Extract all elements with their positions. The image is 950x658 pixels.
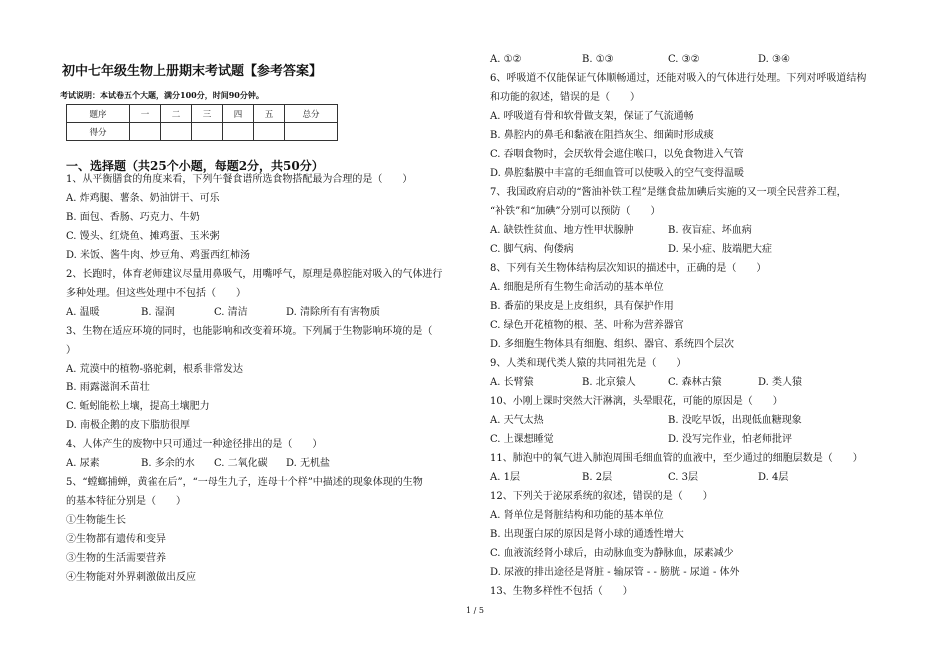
option-item[interactable]: A. 尿素 [66,458,100,470]
option-item[interactable]: C. 森林古猿 [668,377,722,388]
option-item[interactable]: C. 脚气病、佝偻病 [490,244,574,255]
option-item[interactable]: B. 北京猿人 [582,377,636,388]
text-line: 10、小刚上课时突然大汗淋漓，头晕眼花，可能的原因是（ ） [490,396,783,407]
table-cell[interactable] [192,123,223,141]
option-row [490,472,890,484]
option-item[interactable]: D. 4层 [758,472,789,483]
section-heading: 一、选择题（共25个小题，每题2分，共50分） [66,159,324,173]
option-item[interactable]: D. 类人猿 [758,377,803,388]
text-line: C. 血液流经肾小球后，由动脉血变为静脉血，尿素减少 [490,548,734,559]
text-line: “补铁”和“加碘”分别可以预防（ ） [490,206,661,217]
option-item[interactable]: B. ①③ [582,54,614,65]
table-cell: 总分 [285,105,338,123]
text-line: C. 馒头、红烧鱼、摊鸡蛋、玉米粥 [66,230,220,242]
text-line: D. 多细胞生物体具有细胞、组织、器官、系统四个层次 [490,339,735,350]
option-row [490,54,890,66]
option-item[interactable]: B. 夜盲症、坏血病 [668,225,752,236]
text-line: 8、下列有关生物体结构层次知识的描述中，正确的是（ ） [490,263,767,274]
option-row [490,225,890,237]
text-line: D. 尿液的排出途径是肾脏 - 输尿管 - - 膀胱 - 尿道 - 体外 [490,567,740,578]
option-row [490,244,890,256]
text-line: 和功能的叙述，错误的是（ ） [490,92,640,103]
option-item[interactable]: D. ③④ [758,54,790,65]
option-item[interactable]: C. 3层 [668,472,699,483]
table-cell: 五 [254,105,285,123]
text-line: 6、呼吸道不仅能保证气体顺畅通过，还能对吸入的气体进行处理。下列对呼吸道结构 [490,73,867,84]
table-cell[interactable] [254,123,285,141]
option-item[interactable]: A. ①② [490,54,522,65]
table-row [67,105,338,123]
text-line: D. 米饭、酱牛肉、炒豆角、鸡蛋西红柿汤 [66,249,251,261]
option-item[interactable]: A. 长臂猿 [490,377,534,388]
text-line: B. 面包、香肠、巧克力、牛奶 [66,211,200,223]
text-line: 9、人类和现代类人猿的共同祖先是（ ） [490,358,687,369]
text-line: ） [66,344,76,356]
text-line: B. 番茄的果皮是上皮组织，具有保护作用 [490,301,674,312]
option-row [490,377,890,389]
text-line: 12、下列关于泌尿系统的叙述，错误的是（ ） [490,491,713,502]
text-line: 的基本特征分别是（ ） [66,496,186,508]
text-line: D. 南极企鹅的皮下脂肪很厚 [66,420,191,432]
text-line: 4、人体产生的废物中只可通过一种途径排出的是（ ） [66,439,323,451]
option-item[interactable]: A. 天气太热 [490,415,544,426]
table-cell: 一 [130,105,161,123]
text-line: 2、长跑时，体育老师建议尽量用鼻吸气，用嘴呼气，原理是鼻腔能对吸入的气体进行 [66,268,443,280]
table-cell: 二 [161,105,192,123]
text-line: ②生物都有遗传和变异 [66,534,166,546]
table-cell: 得分 [67,123,130,141]
option-item[interactable]: D. 呆小症、肢端肥大症 [668,244,773,255]
text-line: C. 吞咽食物时，会厌软骨会遮住喉口，以免食物进入气管 [490,149,744,160]
text-line: C. 蚯蚓能松上壤，提高土壤肥力 [66,401,210,413]
table-cell[interactable] [161,123,192,141]
text-line: ①生物能生长 [66,515,126,527]
text-line: A. 肾单位是肾脏结构和功能的基本单位 [490,510,664,521]
text-line: ③生物的生活需要营养 [66,553,166,564]
text-line: D. 鼻腔黏膜中丰富的毛细血管可以使吸入的空气变得温暖 [490,168,745,179]
option-item[interactable]: B. 2层 [582,472,613,483]
option-row [490,434,890,446]
option-item[interactable]: C. ③② [668,54,700,65]
text-line: ④生物能对外界刺激做出反应 [66,571,196,583]
text-line: 1、从平衡膳食的角度来看，下列午餐食谱所选食物搭配最为合理的是（ ） [66,174,413,185]
option-row [490,415,890,427]
text-line: 3、生物在适应环境的同时，也能影响和改变着环境。下列属于生物影响环境的是（ [66,325,433,337]
text-line: A. 呼吸道有骨和软骨做支架，保证了气流通畅 [490,111,694,122]
option-item[interactable]: C. 二氧化碳 [214,458,268,470]
table-cell[interactable] [223,123,254,141]
exam-note: 考试说明：本试卷五个大题，满分100分，时间90分钟。 [60,90,264,100]
option-item[interactable]: D. 清除所有有害物质 [286,306,381,318]
text-line: A. 细胞是所有生物生命活动的基本单位 [490,282,664,293]
text-line: C. 绿色开花植物的根、茎、叶称为营养器官 [490,320,684,331]
option-item[interactable]: C. 上课想睡觉 [490,434,554,445]
option-item[interactable]: A. 温暖 [66,306,100,318]
option-item[interactable]: D. 无机盐 [286,458,331,470]
table-cell: 三 [192,105,223,123]
text-line: 13、生物多样性不包括（ ） [490,586,633,597]
table-cell[interactable] [285,123,338,141]
option-item[interactable]: B. 湿润 [141,306,175,318]
table-cell: 四 [223,105,254,123]
text-line: 7、我国政府启动的“酱油补铁工程”是继食盐加碘后实施的又一项全民营养工程， [490,187,847,198]
text-line: B. 出现蛋白尿的原因是肾小球的通透性增大 [490,529,684,540]
option-item[interactable]: B. 多余的水 [141,458,195,470]
page-number: 1 / 5 [466,606,484,615]
page-title: 初中七年级生物上册期末考试题【参考答案】 [62,64,323,79]
text-line: B. 雨露滋润禾苗壮 [66,382,150,394]
option-row [66,307,461,319]
text-line: 多种处理。但这些处理中不包括（ ） [66,287,246,299]
text-line: B. 鼻腔内的鼻毛和黏液在阻挡灰尘、细菌时形成痰 [490,130,714,141]
option-item[interactable]: B. 没吃早饭，出现低血糖现象 [668,415,802,426]
text-line: A. 炸鸡腿、薯条、奶油饼干、可乐 [66,192,220,204]
table-row [67,123,338,141]
option-row [66,458,461,470]
table-cell[interactable] [130,123,161,141]
text-line: A. 荒漠中的植物-骆驼刺，根系非常发达 [66,363,243,375]
option-item[interactable]: D. 没写完作业，怕老师批评 [668,434,793,445]
option-item[interactable]: A. 缺铁性贫血、地方性甲状腺肿 [490,225,634,236]
option-item[interactable]: A. 1层 [490,472,520,483]
text-line: 5、“螳螂捕蝉，黄雀在后”，“一母生九子，连母十个样”中描述的现象体现的生物 [66,477,423,489]
option-item[interactable]: C. 清洁 [214,306,248,318]
score-table [66,104,338,141]
table-cell: 题序 [67,105,130,123]
text-line: 11、肺泡中的氧气进入肺泡周围毛细血管的血液中，至少通过的细胞层数是（ ） [490,453,863,464]
